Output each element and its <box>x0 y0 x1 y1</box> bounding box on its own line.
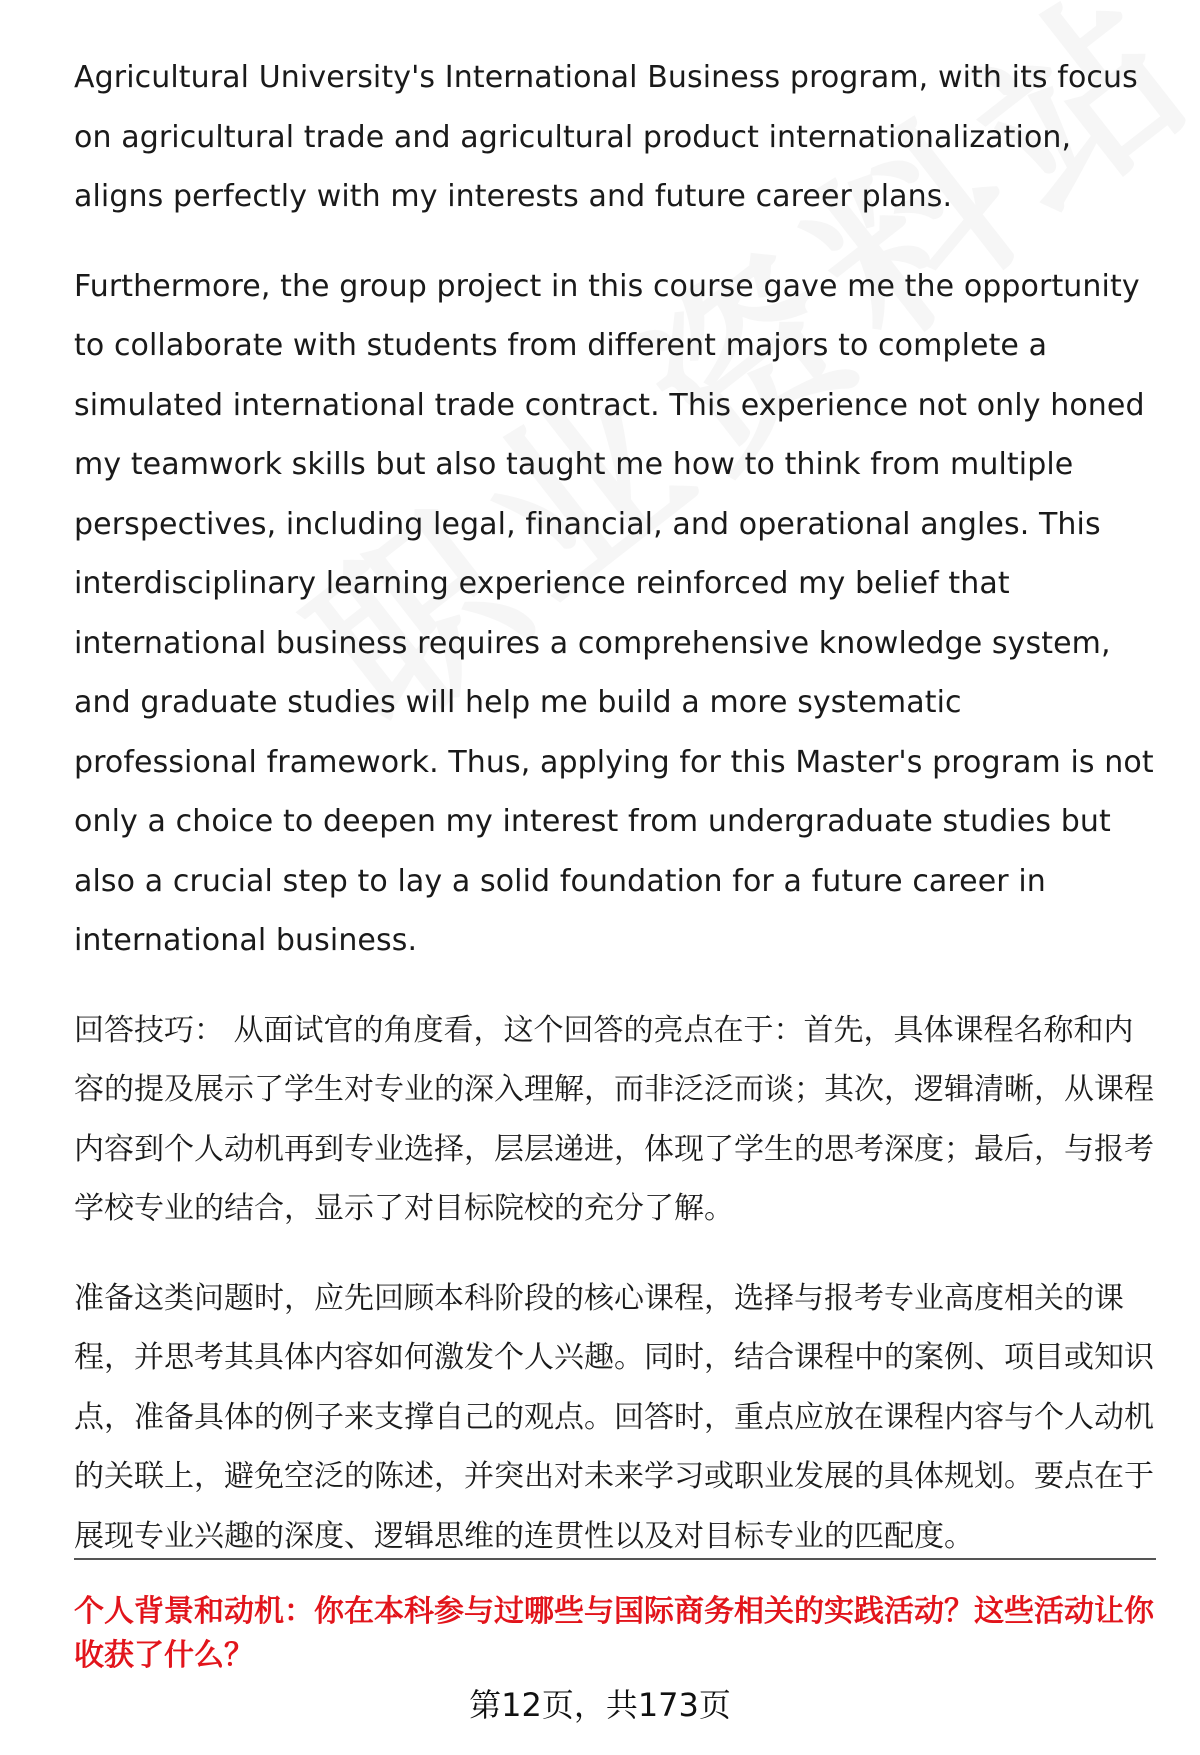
page-number: 第12页，共173页 <box>469 1686 731 1724</box>
answer-paragraph-2: Furthermore, the group project in this course gave me the opportunity to collaborate with students from different majors to complete a simulated international trade contract. This experience not only honed my teamwork skills but also taught me how to think from multiple perspectives, including legal, financial, and operational angles. This interdisciplinary learning experience reinforced my belief that international business requires a comprehensive knowledge system, and graduate studies will help me build a more systematic professional framework. Thus, applying for this Master's program is not only a choice to deepen my interest from undergraduate studies but also a crucial step to lay a solid foundation for a future career in international business. <box>74 268 1154 958</box>
preparation-advice: 准备这类问题时，应先回顾本科阶段的核心课程，选择与报考专业高度相关的课程，并思考其具体内容如何激发个人兴趣。同时，结合课程中的案例、项目或知识点，准备具体的例子来支撑自己的观点。回答时，重点应放在课程内容与个人动机的关联上，避免空泛的陈述，并突出对未来学习或职业发展的具体规划。要点在于展现专业兴趣的深度、逻辑思维的连贯性以及对目标专业的匹配度。 <box>74 1280 1154 1554</box>
body-content <box>74 48 1154 1566</box>
answer-tips: 回答技巧： 从面试官的角度看，这个回答的亮点在于：首先，具体课程名称和内容的提及展示了学生对专业的深入理解，而非泛泛而谈；其次，逻辑清晰，从课程内容到个人动机再到专业选择，层层递进，体现了学生的思考深度；最后，与报考学校专业的结合，显示了对目标院校的充分了解。 <box>74 1012 1154 1226</box>
next-question-heading: 个人背景和动机：你在本科参与过哪些与国际商务相关的实践活动？这些活动让你收获了什么？ <box>74 1594 1154 1673</box>
section-divider <box>74 1558 1156 1560</box>
answer-paragraph-1: Agricultural University's International Business program, with its focus on agricultural trade and agricultural product internationalization, aligns perfectly with my interests and future career plans. <box>74 60 1138 214</box>
